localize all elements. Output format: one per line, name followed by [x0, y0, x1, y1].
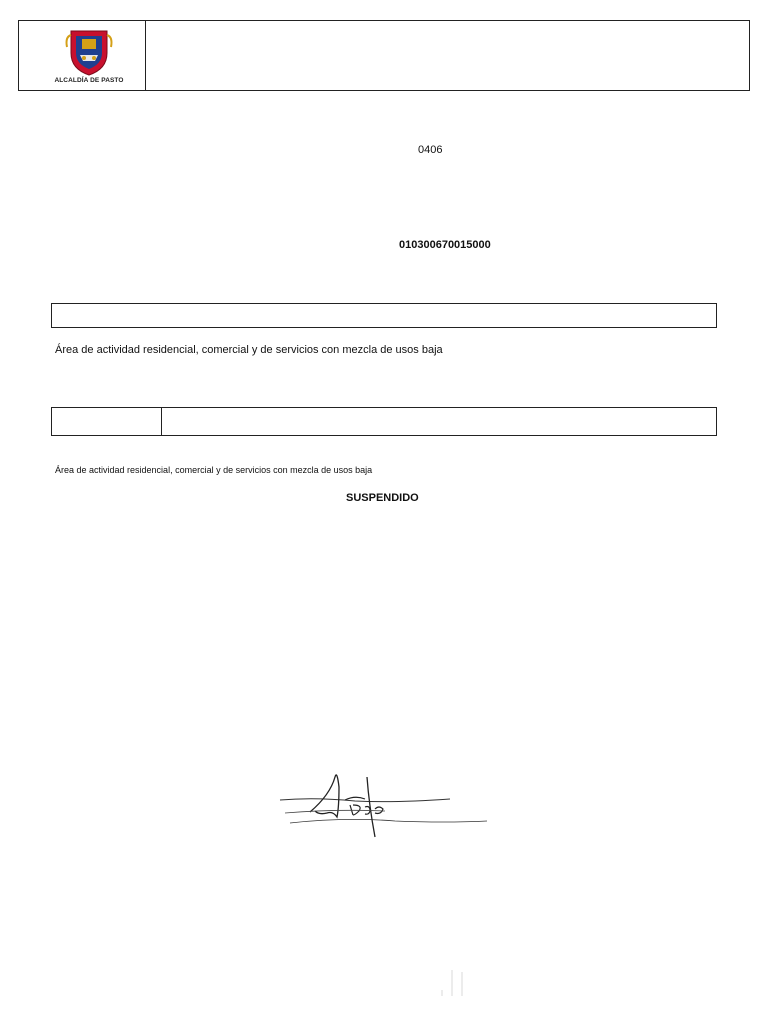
signature [275, 765, 495, 845]
status-label: SUSPENDIDO [346, 492, 419, 504]
property-code: 010300670015000 [399, 239, 491, 251]
document-number: 0406 [418, 144, 443, 156]
info-table-row-two-column [51, 407, 717, 436]
land-use-area: Área de actividad residencial, comercial y de servicios con mezcla de usos baja [55, 344, 443, 356]
document-header [18, 20, 750, 91]
table-column-divider [161, 408, 162, 435]
land-use-area-secondary: Área de actividad residencial, comercial y de servicios con mezcla de usos baja [55, 465, 373, 475]
pasto-coat-of-arms-icon [49, 27, 129, 77]
logo [49, 27, 129, 87]
logo-caption: ALCALDÍA DE PASTO [54, 77, 124, 84]
faint-stamp-mark [432, 960, 476, 1000]
header-divider [145, 21, 146, 90]
info-table-row [51, 303, 717, 328]
handwritten-signature-icon [275, 765, 495, 845]
